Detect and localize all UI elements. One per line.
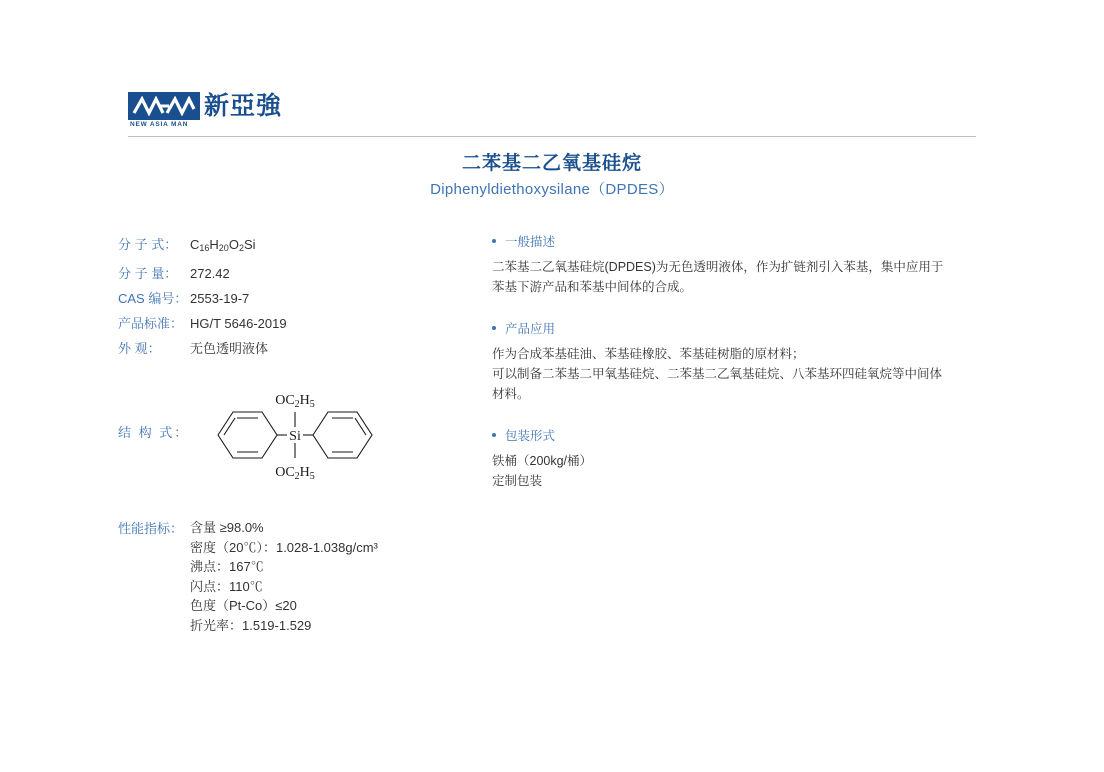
structural-formula-diagram [200,372,390,503]
section-line: 苯基下游产品和苯基中间体的合成。 [492,280,693,294]
spec-label: 分 子 式： [118,237,178,252]
section-heading [492,232,1002,250]
performance-list [190,518,498,635]
performance-item: 密度（20℃）：1.028-1.038g/cm³ [190,539,378,555]
section-line: 铁桶（200kg/桶） [492,454,593,468]
spec-value: $C_{16}H_{20}O_2Si$ [190,237,256,253]
section-line: 可以制备二苯基二甲氧基硅烷、二苯基二乙氧基硅烷、八苯基环四硅氧烷等中间体 [492,367,943,381]
section-body [492,451,1002,491]
section-heading [492,426,1002,444]
spec-row [118,311,478,336]
bullet-icon [492,239,496,243]
spec-value: 2553-19-7 [190,291,250,306]
svg-text:Si: Si [289,429,301,444]
section-general-description [492,232,1002,297]
section-heading-text: 包装形式 [505,429,556,443]
section-heading-text: 产品应用 [505,322,556,336]
svg-text:OC2H5: $OC_2H_5$ [275,465,315,482]
spec-label: CAS 编号： [118,291,188,306]
section-line: 定制包装 [492,474,543,488]
spec-row [118,286,478,311]
logo-english-name: NEW ASIA MAN [130,121,189,128]
section-body [492,257,1002,297]
performance-item: 闪点：110℃ [190,578,263,594]
performance-item: 色度（Pt-Co）≤20 [190,598,297,613]
logo-mark-icon [128,92,200,128]
spec-row [118,232,478,261]
section-packaging [492,426,1002,491]
performance-item: 沸点：167℃ [190,559,264,574]
spec-value: 无色透明液体 [190,341,269,356]
spec-row [118,336,478,361]
specification-list [118,232,478,361]
section-line: 作为合成苯基硅油、苯基硅橡胶、苯基硅树脂的原材料； [492,347,805,361]
section-body [492,344,1002,404]
performance-label: 性能指标： [118,521,184,536]
performance-block [118,518,498,635]
spec-label: 分 子 量： [118,266,178,281]
structural-formula-block [118,372,478,502]
bullet-icon [492,326,496,330]
performance-item: 含量 ≥98.0% [190,520,264,535]
section-product-application [492,319,1002,404]
performance-item: 折光率：1.519-1.529 [190,617,312,633]
spec-label: 产品标准： [118,316,184,331]
company-logo [128,92,283,128]
description-column [492,232,1002,513]
section-line: 二苯基二乙氧基硅烷(DPDES)为无色透明液体，作为扩链剂引入苯基，集中应用于 [492,260,944,274]
spec-row [118,261,478,286]
page-header [128,92,976,137]
structural-formula-label: 结 构 式： [118,425,190,440]
section-heading [492,319,1002,337]
spec-value: HG/T 5646-2019 [190,316,287,331]
section-line: 材料。 [492,387,530,401]
logo-chinese-name: 新亞強 [204,92,283,120]
bullet-icon [492,433,496,437]
svg-text:OC2H5: $OC_2H_5$ [275,393,315,410]
page-subtitle: Diphenyldiethoxysilane（DPDES） [430,181,674,198]
spec-value: 272.42 [190,266,230,281]
page-title: 二苯基二乙氧基硅烷 [461,153,642,174]
section-heading-text: 一般描述 [505,235,556,249]
spec-label: 外 观： [118,341,161,356]
